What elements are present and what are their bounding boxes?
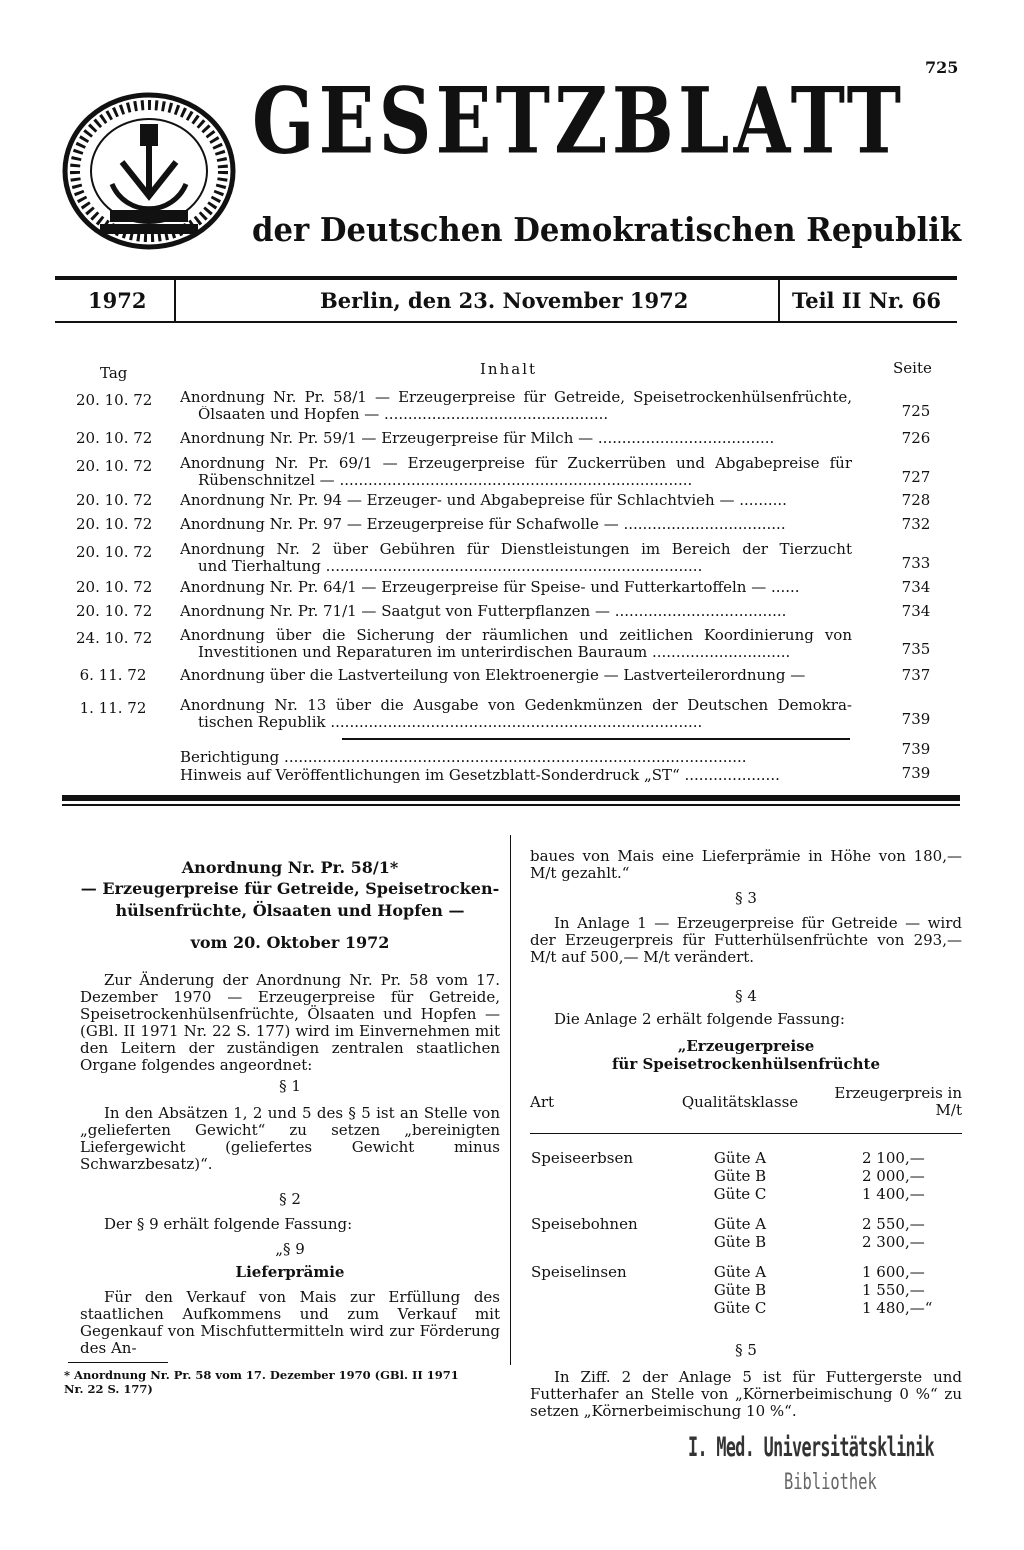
- toc-end-rule: [62, 795, 960, 801]
- section-text: In Ziff. 2 der Anlage 5 ist für Futtergerste und Futterhafer an Stelle von „Körnerbeimischung 0 %“ zu setzen „Körnerbeimischung 10 %“.: [530, 1368, 962, 1420]
- article-date: vom 20. Oktober 1972: [190, 933, 390, 952]
- table-header-class: Qualitätsklasse: [681, 1092, 799, 1111]
- toc-entry-title: Anordnung Nr. Pr. 59/1 — Erzeugerpreise für Milch — .....................................: [180, 430, 775, 447]
- header-rule-top: [55, 276, 957, 280]
- section-heading: § 4: [735, 987, 757, 1005]
- table-header-art: Art: [530, 1092, 555, 1111]
- article-left-column: [80, 858, 500, 1357]
- toc-col-content: Inhalt: [480, 360, 538, 378]
- issue-year: 1972: [88, 288, 147, 313]
- table-header-price: Erzeugerpreis in M/t: [834, 1084, 962, 1119]
- toc-entry-page: 734: [901, 602, 931, 620]
- toc-col-page: Seite: [893, 359, 932, 377]
- table-row: [530, 1300, 962, 1318]
- table-cell-art: [530, 1186, 660, 1204]
- article-intro: Zur Änderung der Anordnung Nr. Pr. 58 vom 17. Dezember 1970 — Erzeugerpreise für Getreide, Speisetrockenhülsenfrüchte, Ölsaaten und Hopfen — (GBl. II 1971 Nr. 22 S. 177) wird im Einvernehmen mit den Leitern der zuständigen zentralen staatlichen Organe folgendes angeordnet:: [80, 971, 500, 1074]
- section-heading: § 2: [279, 1190, 301, 1208]
- article-title-line: — Erzeugerpreise für Getreide, Speisetrocken-: [80, 879, 500, 898]
- toc-entry-title: Anordnung Nr. Pr. 58/1 — Erzeugerpreise für Getreide, Speisetrockenhülsenfrüchte,: [180, 389, 852, 406]
- table-cell-price: 1 480,—“: [862, 1299, 933, 1317]
- toc-entry-page: 739: [901, 710, 931, 728]
- masthead-subtitle: der Deutschen Demokratischen Republik: [252, 210, 962, 249]
- footnote-line: Nr. 22 S. 177): [64, 1382, 153, 1396]
- table-cell-class: Güte C: [713, 1299, 767, 1317]
- stamp-line: I. Med. Universitätsklinik: [688, 1432, 934, 1463]
- table-row: [530, 1252, 962, 1282]
- toc-entry-title-cont: und Tierhaltung ...............................................................................: [198, 558, 703, 575]
- toc-entry-page: 732: [901, 515, 931, 533]
- issue-part-number: Teil II Nr. 66: [792, 288, 941, 313]
- table-cell-price: 2 550,—: [862, 1215, 925, 1233]
- footnote-line: * Anordnung Nr. Pr. 58 vom 17. Dezember 1970 (GBl. II 1971: [64, 1368, 459, 1382]
- section-text: In den Absätzen 1, 2 und 5 des § 5 ist an Stelle von „gelieferten Gewicht“ zu setzen „bereinigten Liefergewicht (geliefertes Gewicht minus Schwarzbesatz)“.: [80, 1104, 500, 1173]
- header-divider-left: [174, 280, 176, 322]
- table-row: [530, 1282, 962, 1300]
- table-cell-price: 1 400,—: [862, 1185, 925, 1203]
- table-cell-art: [530, 1300, 660, 1318]
- toc-entry-page: 728: [901, 491, 931, 509]
- price-table: [530, 1085, 962, 1318]
- section-text: Für den Verkauf von Mais zur Erfüllung des staatlichen Aufkommens und zum Verkauf mit Gegenkauf von Mischfuttermitteln wird zur Förderung des An-: [80, 1288, 500, 1357]
- toc-extra-text: Berichtigung .................................................................................................: [180, 749, 747, 766]
- toc-entry-title-cont: tischen Republik ..............................................................................: [198, 714, 703, 731]
- header-divider-right: [778, 280, 780, 322]
- table-row: [530, 1168, 962, 1186]
- toc-entry-title-cont: Investitionen und Reparaturen im unterirdischen Bauraum .............................: [198, 644, 791, 661]
- toc-entry-date: 20. 10. 72: [76, 391, 153, 409]
- section-heading: § 5: [735, 1341, 757, 1359]
- toc-entry-date: 20. 10. 72: [76, 457, 153, 475]
- toc-col-date: Tag: [100, 364, 128, 382]
- toc-entry-title: Anordnung Nr. Pr. 71/1 — Saatgut von Futterpflanzen — ....................................: [180, 603, 787, 620]
- toc-entry-date: 20. 10. 72: [76, 491, 153, 509]
- toc-end-rule-thin: [62, 804, 960, 806]
- table-cell-class: Güte B: [713, 1281, 767, 1299]
- toc-entry-page: 733: [901, 554, 931, 572]
- table-cell-art: [530, 1234, 660, 1252]
- toc-entry-date: 6. 11. 72: [79, 666, 147, 684]
- toc-entry-page: 725: [901, 402, 931, 420]
- table-cell-class: Güte A: [713, 1263, 767, 1281]
- article-right-column: [530, 848, 962, 1420]
- section-heading: „§ 9: [275, 1240, 305, 1258]
- toc-entry-title: Anordnung Nr. Pr. 64/1 — Erzeugerpreise für Speise- und Futterkartoffeln — ......: [180, 579, 800, 596]
- table-title: für Speisetrockenhülsenfrüchte: [611, 1055, 881, 1073]
- table-cell-class: Güte C: [713, 1185, 767, 1203]
- toc-extra-text: Hinweis auf Veröffentlichungen im Gesetzblatt-Sonderdruck „ST“ ....................: [180, 767, 780, 784]
- table-cell-art: [530, 1168, 660, 1186]
- section-text: baues von Mais eine Lieferprämie in Höhe von 180,— M/t gezahlt.“: [530, 847, 962, 882]
- table-cell-class: Güte B: [713, 1167, 767, 1185]
- footnote: [64, 1368, 504, 1396]
- section-text: Die Anlage 2 erhält folgende Fassung:: [554, 1010, 845, 1028]
- toc-entry-title-cont: Rübenschnitzel — ..........................................................................: [198, 472, 693, 489]
- toc-entry-date: 20. 10. 72: [76, 429, 153, 447]
- toc-entry-date: 20. 10. 72: [76, 543, 153, 561]
- toc-entry-page: 737: [901, 666, 931, 684]
- table-title: „Erzeugerpreise: [677, 1037, 815, 1055]
- column-divider: [510, 835, 511, 1365]
- table-cell-price: 2 000,—: [862, 1167, 925, 1185]
- article-title-line: hülsenfrüchte, Ölsaaten und Hopfen —: [115, 901, 465, 920]
- table-cell-price: 1 550,—: [862, 1281, 925, 1299]
- table-cell-art: [530, 1282, 660, 1300]
- toc-entry-title-cont: Ölsaaten und Hopfen — ...............................................: [198, 406, 609, 423]
- toc-entry-page: 734: [901, 578, 931, 596]
- table-cell-class: Güte B: [713, 1233, 767, 1251]
- issue-place-date: Berlin, den 23. November 1972: [320, 288, 689, 313]
- section-title: Lieferprämie: [235, 1263, 345, 1281]
- table-cell-price: 2 100,—: [862, 1149, 925, 1167]
- section-text: In Anlage 1 — Erzeugerpreise für Getreide — wird der Erzeugerpreis für Futterhülsenfrüchte von 293,— M/t auf 500,— M/t verändert.: [530, 914, 962, 966]
- toc-entry-page: 735: [901, 640, 931, 658]
- toc-entry-date: 20. 10. 72: [76, 602, 153, 620]
- price-table-body: [530, 1134, 962, 1319]
- table-row: [530, 1134, 962, 1169]
- footnote-rule: [68, 1362, 168, 1363]
- toc-entry-page: 727: [901, 468, 931, 486]
- table-cell-art: Speiselinsen: [531, 1263, 627, 1281]
- table-cell-art: Speisebohnen: [531, 1215, 638, 1233]
- toc-entry-date: 1. 11. 72: [79, 699, 147, 717]
- toc-entry-title: Anordnung über die Sicherung der räumlichen und zeitlichen Koordinierung von: [180, 627, 852, 644]
- toc-entry-title: Anordnung Nr. Pr. 97 — Erzeugerpreise für Schafwolle — ..................................: [180, 516, 786, 533]
- toc-entry-date: 20. 10. 72: [76, 578, 153, 596]
- state-emblem-icon: [60, 92, 238, 250]
- masthead-title: GESETZBLATT: [252, 67, 906, 175]
- library-stamp: [688, 1432, 934, 1532]
- section-heading: § 1: [279, 1077, 301, 1095]
- toc-entry-title: Anordnung Nr. Pr. 94 — Erzeuger- und Abgabepreise für Schlachtvieh — ..........: [180, 492, 787, 509]
- toc-entry-date: 24. 10. 72: [76, 629, 153, 647]
- page-number: 725: [925, 58, 959, 77]
- toc-extra-page: 739: [901, 740, 931, 758]
- stamp-line: Bibliothek: [784, 1470, 877, 1495]
- toc-separator: [342, 738, 850, 740]
- table-cell-price: 1 600,—: [862, 1263, 925, 1281]
- table-row: [530, 1204, 962, 1234]
- article-title: Anordnung Nr. Pr. 58/1*: [181, 858, 399, 877]
- section-text: Der § 9 erhält folgende Fassung:: [104, 1215, 353, 1233]
- toc-entry-title: Anordnung Nr. Pr. 69/1 — Erzeugerpreise für Zuckerrüben und Abgabepreise für: [180, 455, 852, 472]
- table-row: [530, 1234, 962, 1252]
- table-cell-price: 2 300,—: [862, 1233, 925, 1251]
- toc-entry-title: Anordnung Nr. 2 über Gebühren für Dienstleistungen im Bereich der Tierzucht: [180, 541, 852, 558]
- toc-entry-title: Anordnung Nr. 13 über die Ausgabe von Gedenkmünzen der Deutschen Demokra-: [180, 697, 852, 714]
- header-rule-bottom: [55, 321, 957, 323]
- toc-entry-title: Anordnung über die Lastverteilung von Elektroenergie — Lastverteilerordnung —: [180, 667, 806, 684]
- table-cell-class: Güte A: [713, 1149, 767, 1167]
- toc-extra-page: 739: [901, 764, 931, 782]
- table-row: [530, 1186, 962, 1204]
- toc-entry-date: 20. 10. 72: [76, 515, 153, 533]
- table-cell-class: Güte A: [713, 1215, 767, 1233]
- toc-entry-page: 726: [901, 429, 931, 447]
- table-cell-art: Speiseerbsen: [531, 1149, 634, 1167]
- section-heading: § 3: [735, 889, 757, 907]
